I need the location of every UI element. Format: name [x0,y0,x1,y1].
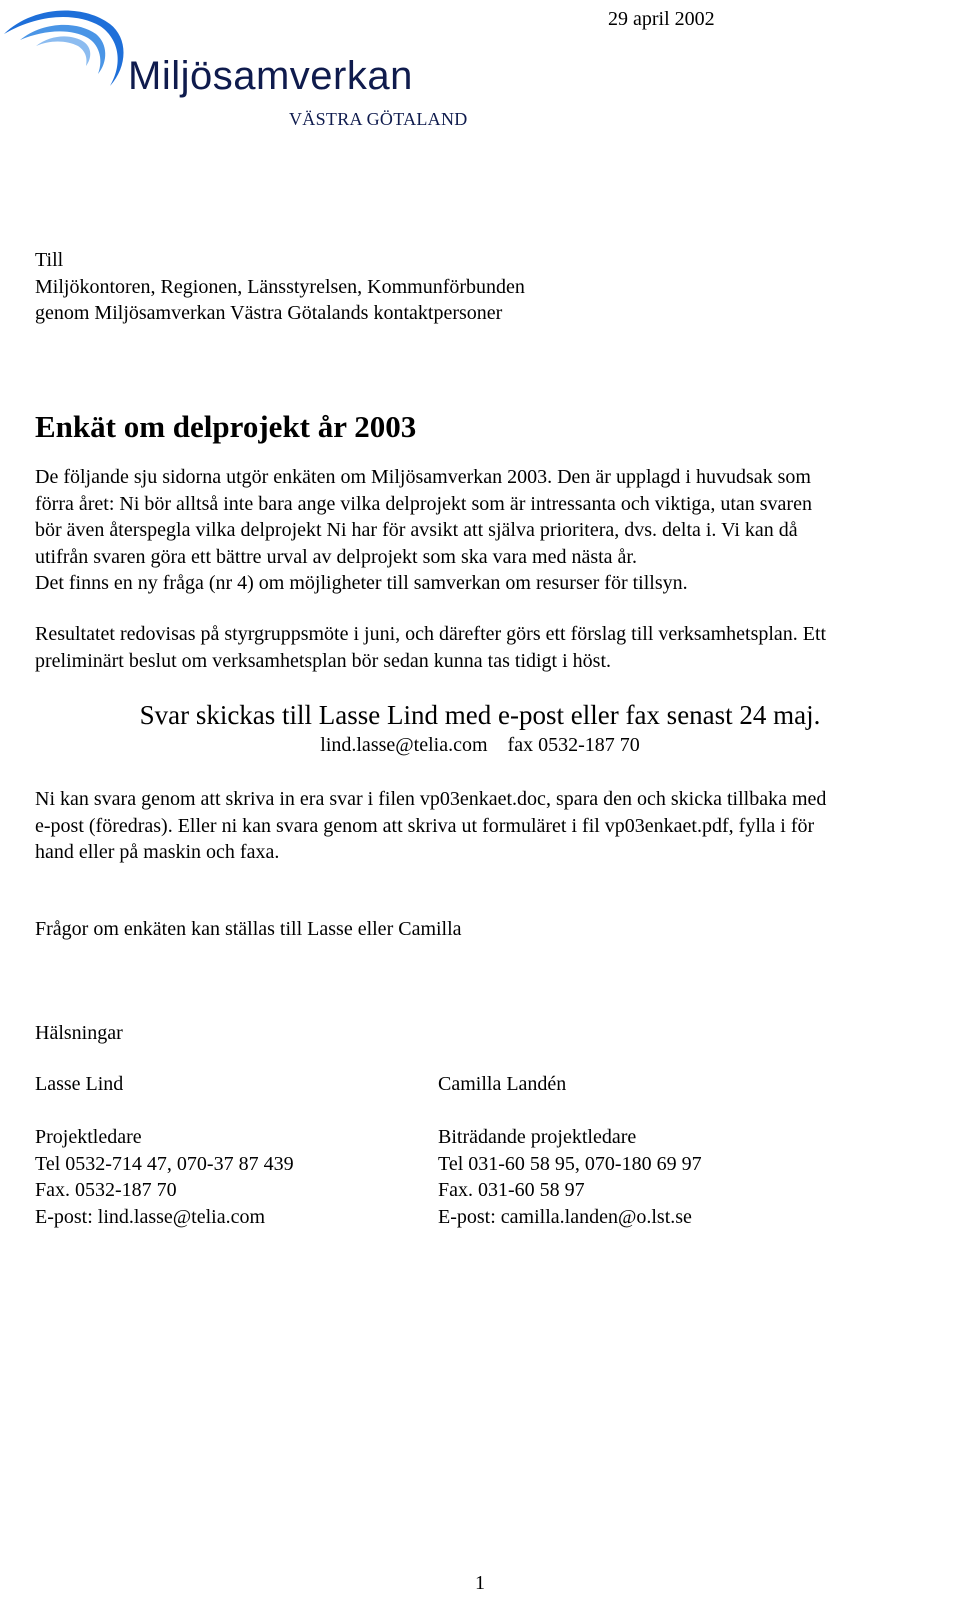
questions-line: Frågor om enkäten kan ställas till Lasse eller Camilla [35,918,462,940]
deadline-notice: Svar skickas till Lasse Lind med e-post eller fax senast 24 maj. [139,700,821,730]
recipient-line: Till [35,249,64,271]
signer-role: Biträdande projektledare [438,1126,637,1148]
answer-line: hand eller på maskin och faxa. [35,841,280,863]
signer-fax: Fax. 0532-187 70 [35,1179,177,1201]
deadline-contact: lind.lasse@telia.com fax 0532-187 70 [320,734,640,756]
intro-line: Det finns en ny fråga (nr 4) om möjligheter till samverkan om resurser för tillsyn. [35,572,688,594]
intro-line: utifrån svaren göra ett bättre urval av delprojekt som ska vara med nästa år. [35,545,637,568]
logo-swirl-icon [0,0,140,100]
recipient-line: genom Miljösamverkan Västra Götalands kontaktpersoner [35,302,503,324]
intro-paragraph [35,464,940,597]
signer-right [438,1071,702,1230]
answer-line: Ni kan svara genom att skriva in era svar i filen vp03enkaet.doc, spara den och skicka tillbaka med [35,788,827,810]
page-title: Enkät om delprojekt år 2003 [35,409,417,444]
signer-role: Projektledare [35,1126,142,1148]
greeting: Hälsningar [35,1022,123,1044]
answer-paragraph [35,786,940,866]
signer-tel: Tel 0532-714 47, 070-37 87 439 [35,1152,294,1175]
signer-left [35,1071,294,1230]
intro-line: bör även återspegla vilka delprojekt Ni har för avsikt att själva prioritera, dvs. delta i. Vi kan då [35,519,798,541]
signer-name: Camilla Landén [438,1073,567,1095]
signer-tel: Tel 031-60 58 95, 070-180 69 97 [438,1152,702,1175]
result-line: preliminärt beslut om verksamhetsplan bör sedan kunna tas tidigt i höst. [35,649,612,672]
recipient-block [35,247,525,327]
result-paragraph [35,621,940,674]
signer-email: E-post: camilla.landen@o.lst.se [438,1205,692,1228]
logo-name: Miljösamverkan [128,54,413,98]
signer-name: Lasse Lind [35,1073,124,1095]
signer-email: E-post: lind.lasse@telia.com [35,1205,266,1228]
result-line: Resultatet redovisas på styrgruppsmöte i juni, och därefter görs ett förslag till verksamhetsplan. Ett [35,623,827,645]
intro-line: förra året: Ni bör alltså inte bara ange vilka delprojekt som är intressanta och viktiga, utan svaren [35,492,812,515]
logo-region: VÄSTRA GÖTALAND [289,109,468,129]
intro-line: De följande sju sidorna utgör enkäten om Miljösamverkan 2003. Den är upplagd i huvudsak som [35,466,811,488]
answer-line: e-post (föredras). Eller ni kan svara genom att skriva ut formuläret i fil vp03enkaet.pdf, fylla i för [35,814,815,837]
document-date: 29 april 2002 [608,8,715,30]
spacer [35,1098,294,1125]
spacer [438,1098,702,1125]
recipient-line: Miljökontoren, Regionen, Länsstyrelsen, Kommunförbunden [35,275,525,298]
signer-fax: Fax. 031-60 58 97 [438,1179,585,1201]
page-number: 1 [475,1572,485,1594]
